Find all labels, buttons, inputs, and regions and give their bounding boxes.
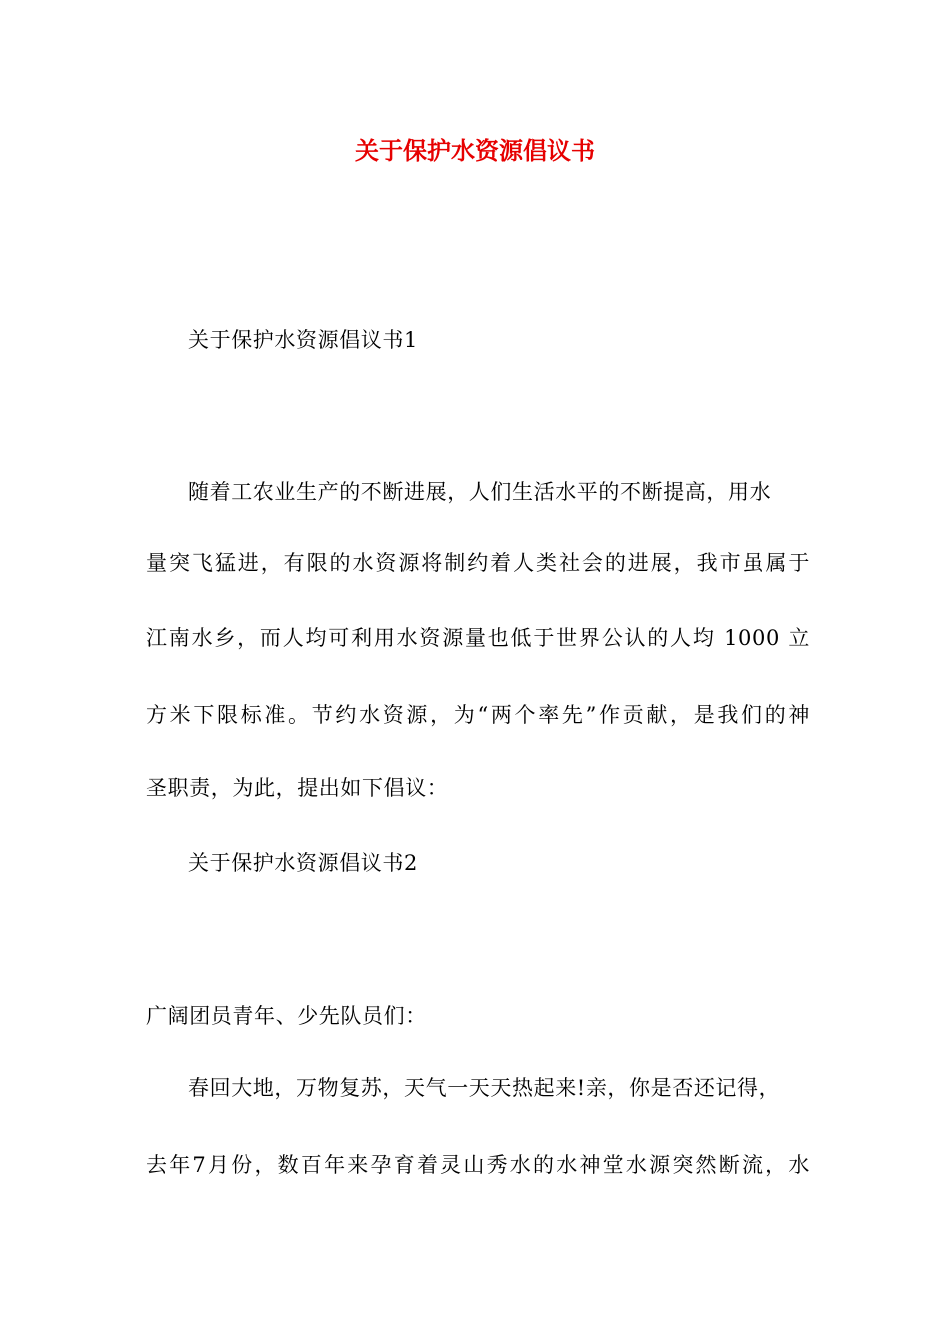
paragraph-line: 春回大地，万物复苏，天气一天天热起来!亲，你是否还记得，	[188, 1076, 781, 1100]
paragraph-line: 量突飞猛进，有限的水资源将制约着人类社会的进展，我市虽属于	[146, 551, 810, 575]
document-title: 关于保护水资源倡议书	[355, 136, 595, 165]
section-heading-1: 关于保护水资源倡议书1	[188, 328, 418, 352]
paragraph-line: 去年7月份，数百年来孕育着灵山秀水的水神堂水源突然断流，水	[146, 1153, 810, 1177]
paragraph-line: 江南水乡，而人均可利用水资源量也低于世界公认的人均 1000 立	[146, 626, 810, 650]
paragraph-line: 圣职责，为此，提出如下倡议：	[146, 776, 449, 800]
section-heading-2: 关于保护水资源倡议书2	[188, 851, 418, 875]
salutation: 广阔团员青年、少先队员们：	[146, 1004, 427, 1028]
paragraph-line: 随着工农业生产的不断进展，人们生活水平的不断提高，用水	[188, 480, 772, 504]
paragraph-line: 方米下限标准。节约水资源，为“两个率先”作贡献，是我们的神	[146, 703, 810, 727]
